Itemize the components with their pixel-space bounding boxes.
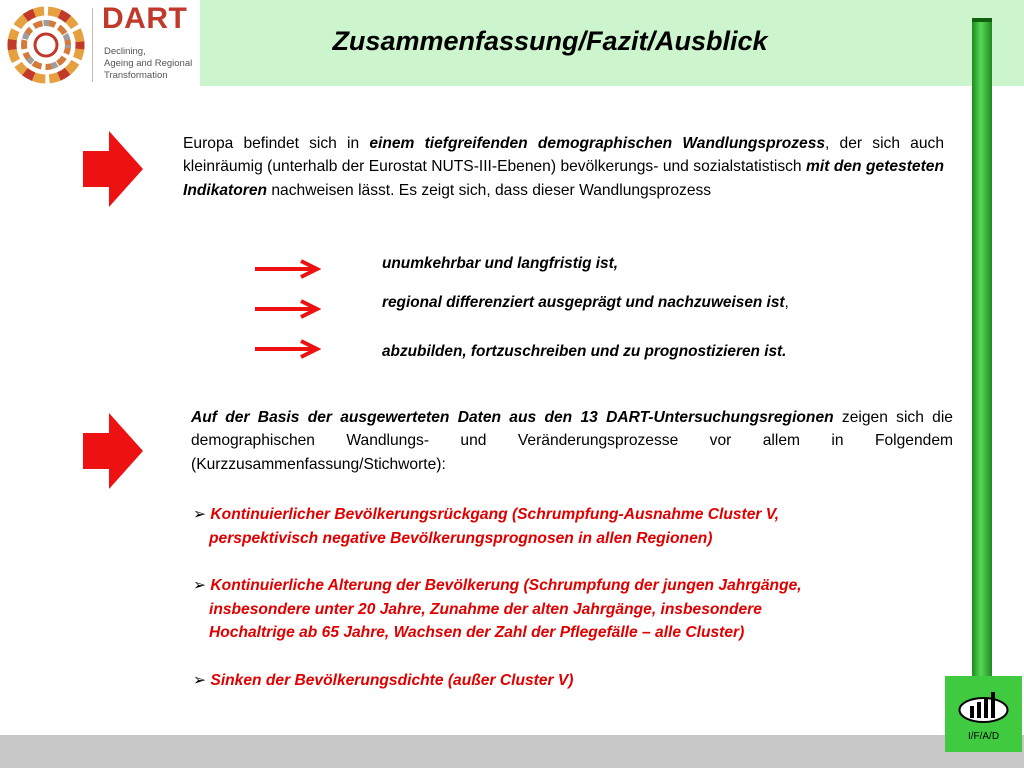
logo-title: DART bbox=[102, 2, 188, 35]
right-green-bar bbox=[972, 18, 992, 768]
ifad-emblem-icon bbox=[957, 690, 1010, 724]
long-arrow-right-icon bbox=[253, 259, 321, 279]
list-item: unumkehrbar und langfristig ist, bbox=[382, 255, 619, 272]
ifad-label: I/F/A/D bbox=[967, 731, 1000, 742]
long-arrow-right-icon bbox=[253, 339, 321, 359]
list-item: abzubilden, fortzuschreiben und zu prognostizieren ist. bbox=[382, 343, 787, 360]
arrow-right-icon bbox=[83, 131, 143, 207]
dart-logo bbox=[0, 0, 200, 86]
right-green-bar-cap bbox=[972, 18, 992, 22]
long-arrow-right-icon bbox=[253, 299, 321, 319]
list-item: regional differenziert ausgeprägt und nachzuweisen ist, bbox=[382, 294, 789, 311]
logo-subtitle: Declining, Ageing and Regional Transformation bbox=[104, 46, 193, 81]
bullet-arrow-icon: ➢ bbox=[193, 672, 207, 689]
ifad-logo bbox=[945, 676, 1022, 752]
dart-emblem-icon bbox=[4, 5, 88, 85]
bullet-item: ➢ Kontinuierlicher Bevölkerungsrückgang (Schrumpfung-Ausnahme Cluster V, perspektivisch negative Bevölkerungsprognosen in allen Regionen) bbox=[193, 506, 780, 547]
bullet-arrow-icon: ➢ bbox=[193, 506, 207, 523]
basis-paragraph: Auf der Basis der ausgewerteten Daten aus den 13 DART-Untersuchungsregionen zeigen sich die demographischen Wandlungs- und Veränderungsprozesse vor allem in Folgendem (Kurzzusammenfassung/Stichworte): bbox=[191, 409, 953, 473]
footer-band bbox=[0, 735, 1024, 768]
bullet-item: ➢ Kontinuierliche Alterung der Bevölkerung (Schrumpfung der jungen Jahrgänge, insbesondere unter 20 Jahre, Zunahme der alten Jahrgänge, insbesondere Hochaltrige ab 65 Jahre, Wachsen der Zahl der Pflegefälle – alle Cluster) bbox=[193, 577, 802, 641]
logo-divider bbox=[92, 8, 93, 82]
page-title: Zusammenfassung/Fazit/Ausblick bbox=[332, 26, 768, 56]
arrow-right-icon bbox=[83, 413, 143, 489]
intro-paragraph: Europa befindet sich in einem tiefgreifenden demographischen Wandlungsprozess, der sich auch kleinräumig (unterhalb der Eurostat NUTS-III-Ebenen) bevölkerungs- und sozialstatistisch mit den getesteten Indikatoren nachweisen lässt. Es zeigt sich, dass dieser Wandlungsprozess bbox=[183, 135, 944, 199]
bullet-item: ➢ Sinken der Bevölkerungsdichte (außer Cluster V) bbox=[193, 672, 574, 689]
bullet-arrow-icon: ➢ bbox=[193, 577, 207, 594]
